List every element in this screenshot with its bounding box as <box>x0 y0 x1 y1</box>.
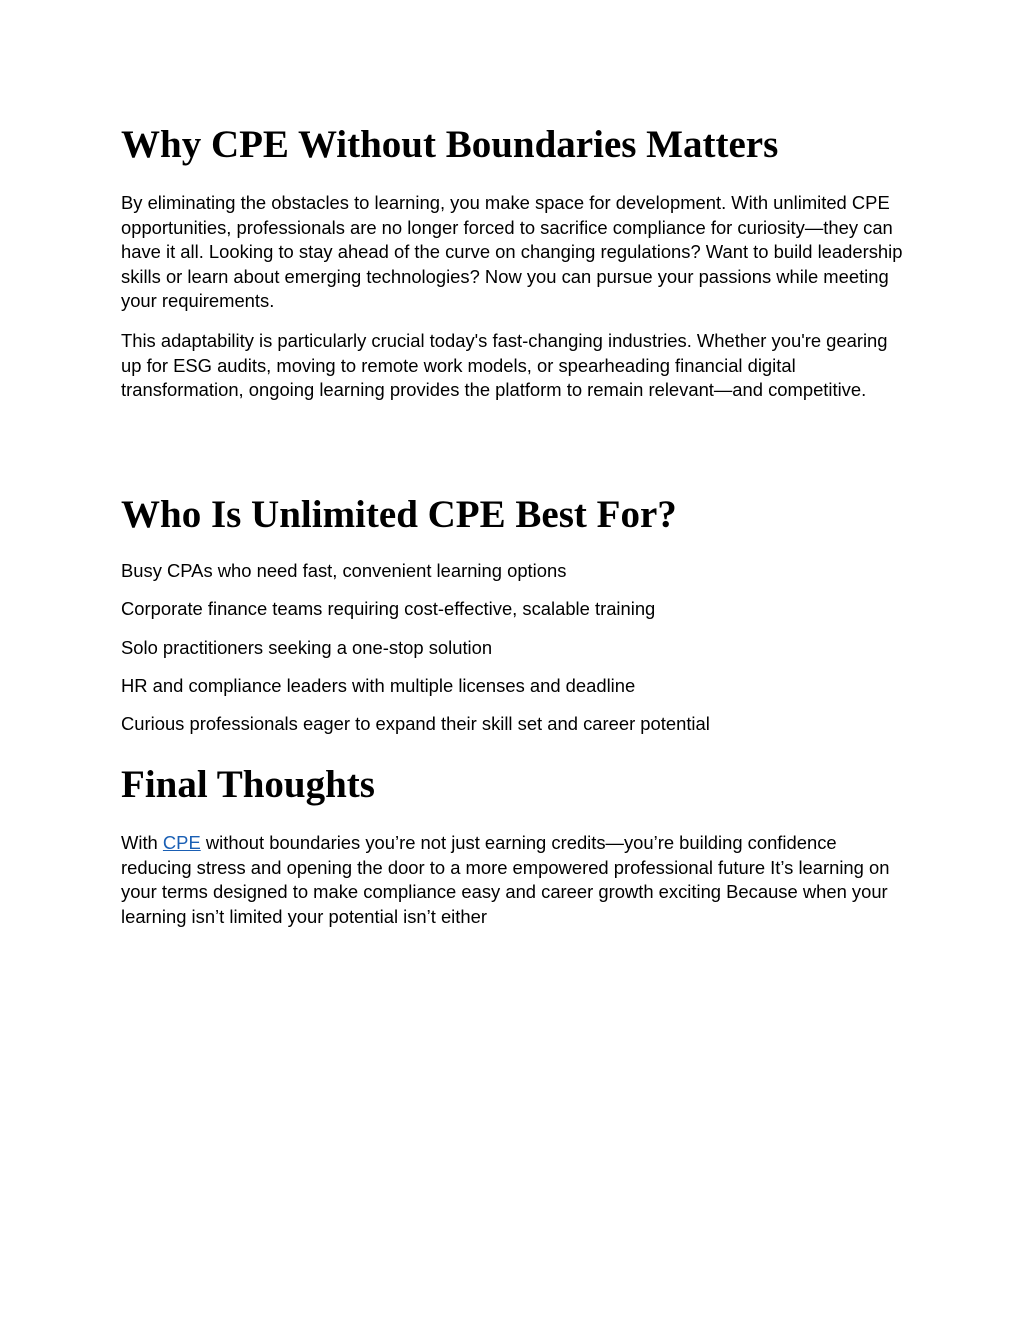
list-item: HR and compliance leaders with multiple licenses and deadline <box>121 675 636 696</box>
cpe-link[interactable]: CPE <box>162 832 201 853</box>
paragraph-final-thoughts <box>121 831 911 929</box>
list-item: Corporate finance teams requiring cost-effective, scalable training <box>121 598 656 619</box>
paragraph-why-cpe-2: This adaptability is particularly crucial today's fast-changing industries. Whether you're gearing up for ESG audits, moving to remote work models, or spearheading financial digital transformation, ongoing learning provides the platform to remain relevant—and competitive. <box>121 330 888 401</box>
list-item: Busy CPAs who need fast, convenient learning options <box>121 560 567 581</box>
section-heading-final-thoughts: Final Thoughts <box>121 763 375 806</box>
section-heading-why-cpe: Why CPE Without Boundaries Matters <box>121 123 779 166</box>
list-item: Curious professionals eager to expand their skill set and career potential <box>121 713 710 734</box>
final-lead-text: With <box>121 832 163 853</box>
paragraph-why-cpe-1: By eliminating the obstacles to learning, you make space for development. With unlimited CPE opportunities, professionals are no longer forced to sacrifice compliance for curiosity—they can have it all. Looking to stay ahead of the curve on changing regulations? Want to build leadership skills or learn about emerging technologies? Now you can pursue your passions while meeting your requirements. <box>121 192 903 312</box>
list-item: Solo practitioners seeking a one-stop solution <box>121 637 493 658</box>
final-rest-text: without boundaries you’re not just earning credits—you’re building confidence reducing stress and opening the door to a more empowered professional future It’s learning on your terms designed to make compliance easy and career growth exciting Because when your learning isn’t limited your potential isn’t either <box>121 832 890 927</box>
section-heading-who-is-for: Who Is Unlimited CPE Best For? <box>121 493 677 536</box>
